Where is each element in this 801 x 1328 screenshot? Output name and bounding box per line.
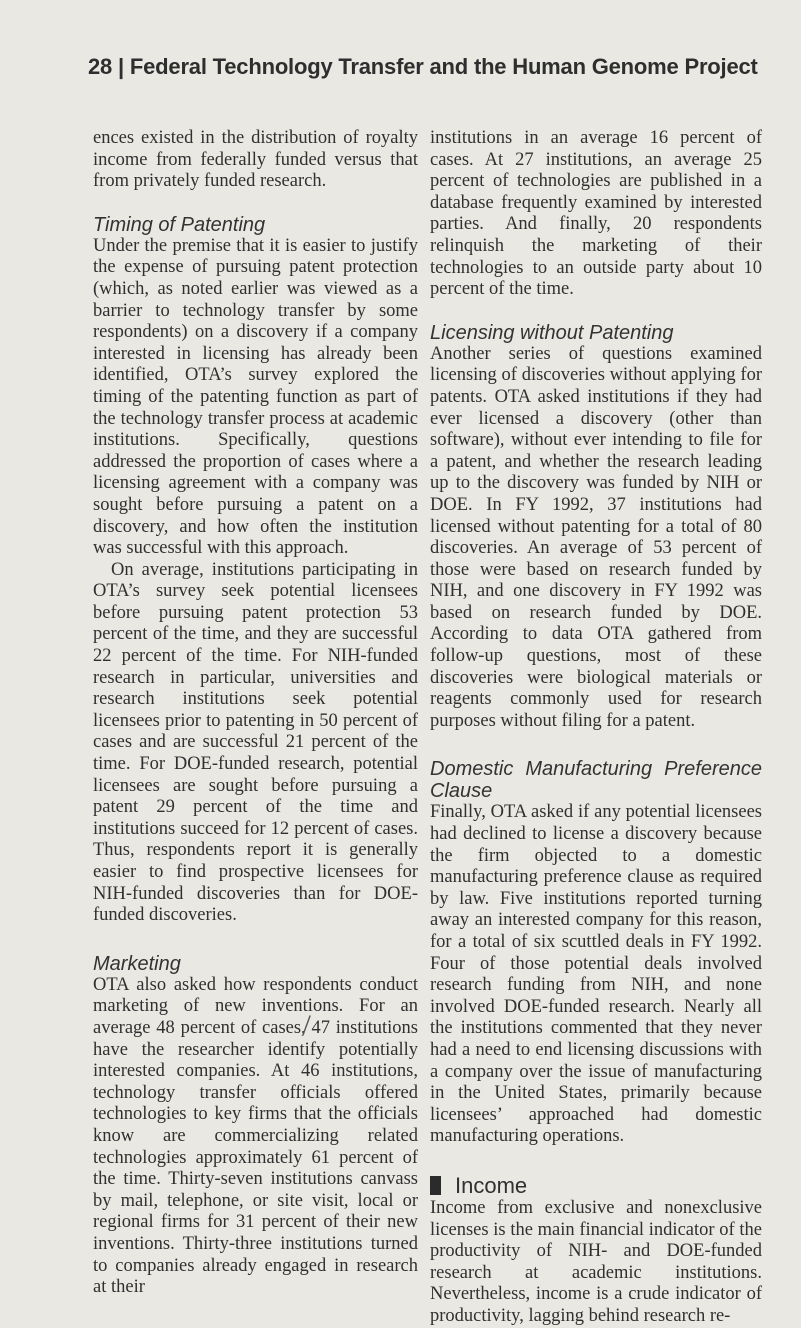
paragraph-timing-2: On average, institutions participating in OTA’s survey seek potential licensees before pursuing patent protection 53 percent of the time, and they are successful 22 percent of the time. For NIH-funded research in particular, universities and research institutions seek potential licensees prior to patenting in 50 percent of cases and are successful 21 percent of the time. For DOE-funded research, potential licensees are sought before pursuing a patent 29 percent of the time and institutions succeed for 12 percent of cases. Thus, respondents report it is generally easier to find prospective licensees for NIH-funded discoveries than for DOE-funded discoveries. xyxy=(93,559,418,926)
subheading-domestic: Domestic Manufacturing Preference Clause xyxy=(430,758,762,803)
section-heading-income xyxy=(430,1174,762,1198)
header-title: Federal Technology Transfer and the Human Genome Project xyxy=(129,54,758,79)
left-column xyxy=(93,128,418,1299)
section-bullet-icon xyxy=(430,1176,441,1195)
paragraph-timing-1: Under the premise that it is easier to justify the expense of pursuing patent protection (which, as noted earlier was viewed as a barrier to technology transfer by some respondents) on a discovery if a company interested in licensing has already been identified, OTA’s survey explored the timing of the patenting function as part of the technology transfer process at academic institutions. Specifically, questions addressed the proportion of cases where a licensing agreement with a company was sought before pursuing a patent on a discovery, and how often the institution was successful with this approach. xyxy=(93,235,418,559)
pen-mark-icon xyxy=(300,1015,312,1037)
paragraph-marketing-cont: institutions in an average 16 percent of cases. At 27 institutions, an average 25 percent of technologies are published in a database frequently examined by interested parties. And finally, 20 respondents relinquish the marketing of their technologies to an outside party about 10 percent of the time. xyxy=(430,128,762,300)
header-separator: | xyxy=(118,54,124,79)
paragraph-domestic: Finally, OTA asked if any potential licensees had declined to license a discovery because the firm objected to a domestic manufacturing preference clause as required by law. Five institutions reported turning away an interested company for this reason, for a total of six scuttled deals in FY 1992. Four of those potential deals involved research funding from NIH, and none involved DOE-funded research. Nearly all the institutions commented that they never had a need to end licensing discussions with a company over the issue of manufacturing in the United States, primarily because licensees’ approached had domestic manufacturing operations. xyxy=(430,802,762,1147)
section-heading-income-label: Income xyxy=(455,1172,528,1198)
page-number: 28 xyxy=(88,54,113,79)
paragraph-licensing: Another series of questions examined licensing of discoveries without applying for patents. OTA asked institutions if they had ever licensed a discovery (other than software), without ever intending to file for a patent, and whether the research leading up to the discovery was funded by NIH or DOE. In FY 1992, 37 institutions had licensed without patenting for a total of 80 discoveries. An average of 53 percent of those were based on research funded by NIH, and one discovery in FY 1992 was based on research funded by DOE. According to data OTA gathered from follow-up questions, most of these discoveries were biological materials or reagents commonly used for research purposes without filing for a patent. xyxy=(430,343,762,731)
paragraph-marketing: OTA also asked how respondents conduct marketing of new inventions. For an average 48 percent of cases, 47 institutions have the researcher identify potentially interested companies. At 46 institutions, technology transfer officials offered technologies to key firms that the officials know are commercializing related technologies approximately 61 percent of the time. Thirty-seven institutions canvass by mail, telephone, or site visit, local or regional firms for 31 percent of their new inventions. Thirty-three institutions turned to companies already engaged in research at their xyxy=(93,974,418,1298)
subheading-timing: Timing of Patenting xyxy=(93,213,266,236)
running-header xyxy=(88,54,768,80)
right-column xyxy=(430,128,762,1328)
paragraph-income: Income from exclusive and nonexclusive licenses is the main financial indicator of the productivity of NIH- and DOE-funded research at academic institutions. Nevertheless, income is a crude indicator of productivity, lagging behind research re- xyxy=(430,1197,762,1326)
paragraph-continuation: ences existed in the distribution of royalty income from federally funded versus that from privately funded research. xyxy=(93,128,418,192)
subheading-licensing: Licensing without Patenting xyxy=(430,321,674,344)
subheading-marketing: Marketing xyxy=(93,952,181,975)
